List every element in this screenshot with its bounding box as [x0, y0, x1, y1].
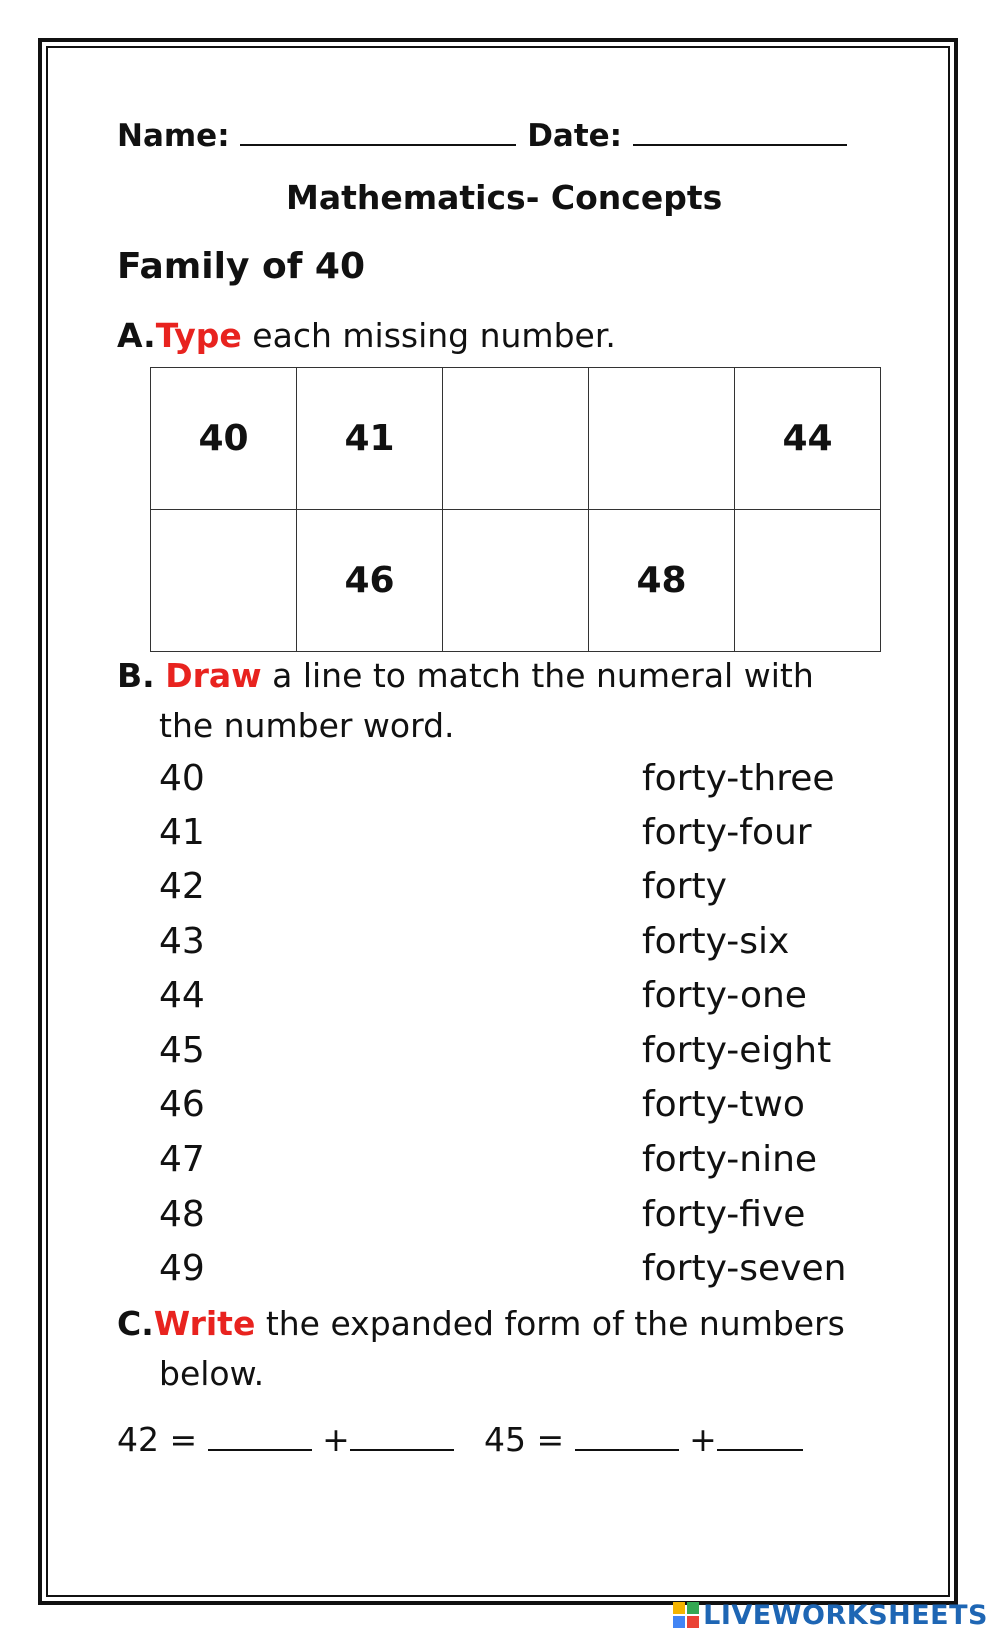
number-word-item[interactable]: forty-eight [642, 1030, 832, 1071]
grid-cell-blank[interactable] [151, 510, 297, 652]
section-c-instruction-line2: below. [159, 1354, 265, 1393]
number-word-item[interactable]: forty-nine [642, 1139, 818, 1180]
section-b-text: a line to match the numeral with [261, 656, 814, 695]
section-a-letter: A. [117, 316, 156, 355]
equation-1-blank-ones[interactable] [350, 1421, 454, 1451]
section-c-letter: C. [117, 1304, 154, 1343]
grid-cell: 48 [589, 510, 735, 652]
number-grid [150, 367, 881, 652]
numeral-item[interactable]: 43 [159, 921, 205, 962]
name-label: Name: [117, 118, 230, 154]
numeral-item[interactable]: 40 [159, 758, 205, 799]
worksheet-heading: Family of 40 [117, 246, 365, 287]
number-word-item[interactable]: forty-one [642, 975, 807, 1016]
equation-2-blank-tens[interactable] [575, 1421, 679, 1451]
number-word-item[interactable]: forty-three [642, 758, 835, 799]
equation-2-blank-ones[interactable] [717, 1421, 803, 1451]
name-field[interactable] [240, 116, 516, 146]
section-b-letter: B. [117, 656, 155, 695]
section-b-instruction [117, 656, 814, 695]
number-word-item[interactable]: forty-five [642, 1194, 806, 1235]
grid-row [151, 510, 881, 652]
section-c-instruction [117, 1304, 845, 1343]
number-word-item[interactable]: forty-six [642, 921, 790, 962]
date-field[interactable] [633, 116, 847, 146]
grid-cell: 40 [151, 368, 297, 510]
number-word-item[interactable]: forty [642, 866, 727, 907]
equation-2-left: 45 = [484, 1420, 565, 1459]
numeral-item[interactable]: 46 [159, 1084, 205, 1125]
section-a-verb: Type [155, 316, 242, 355]
equation-2-plus: + [689, 1420, 717, 1459]
grid-cell-blank[interactable] [443, 510, 589, 652]
equation-1-left: 42 = [117, 1420, 198, 1459]
number-word-item[interactable]: forty-seven [642, 1248, 847, 1289]
grid-cell-blank[interactable] [589, 368, 735, 510]
worksheet-title: Mathematics- Concepts [286, 178, 723, 217]
grid-cell: 41 [297, 368, 443, 510]
equation-1-plus: + [322, 1420, 350, 1459]
numeral-item[interactable]: 44 [159, 975, 205, 1016]
section-a-instruction [117, 316, 616, 355]
name-date-line [117, 116, 847, 154]
liveworksheets-logo-text: LIVEWORKSHEETS [703, 1599, 988, 1631]
equation-1-blank-tens[interactable] [208, 1421, 312, 1451]
section-b-instruction-line2: the number word. [159, 706, 455, 745]
grid-cell: 44 [735, 368, 881, 510]
numeral-item[interactable]: 47 [159, 1139, 205, 1180]
grid-cell-blank[interactable] [443, 368, 589, 510]
date-label: Date: [527, 118, 623, 154]
numeral-item[interactable]: 49 [159, 1248, 205, 1289]
liveworksheets-logo [673, 1595, 988, 1635]
expanded-form-equation-1 [117, 1420, 454, 1459]
numeral-item[interactable]: 41 [159, 812, 205, 853]
numeral-item[interactable]: 42 [159, 866, 205, 907]
numeral-item[interactable]: 45 [159, 1030, 205, 1071]
expanded-form-equation-2 [484, 1420, 803, 1459]
number-word-item[interactable]: forty-two [642, 1084, 805, 1125]
section-c-verb: Write [153, 1304, 256, 1343]
section-c-text: the expanded form of the numbers [255, 1304, 845, 1343]
grid-cell: 46 [297, 510, 443, 652]
section-a-text: each missing number. [241, 316, 616, 355]
numeral-item[interactable]: 48 [159, 1194, 205, 1235]
liveworksheets-logo-icon [673, 1602, 699, 1628]
grid-row [151, 368, 881, 510]
section-b-verb: Draw [165, 656, 262, 695]
grid-cell-blank[interactable] [735, 510, 881, 652]
number-word-item[interactable]: forty-four [642, 812, 812, 853]
